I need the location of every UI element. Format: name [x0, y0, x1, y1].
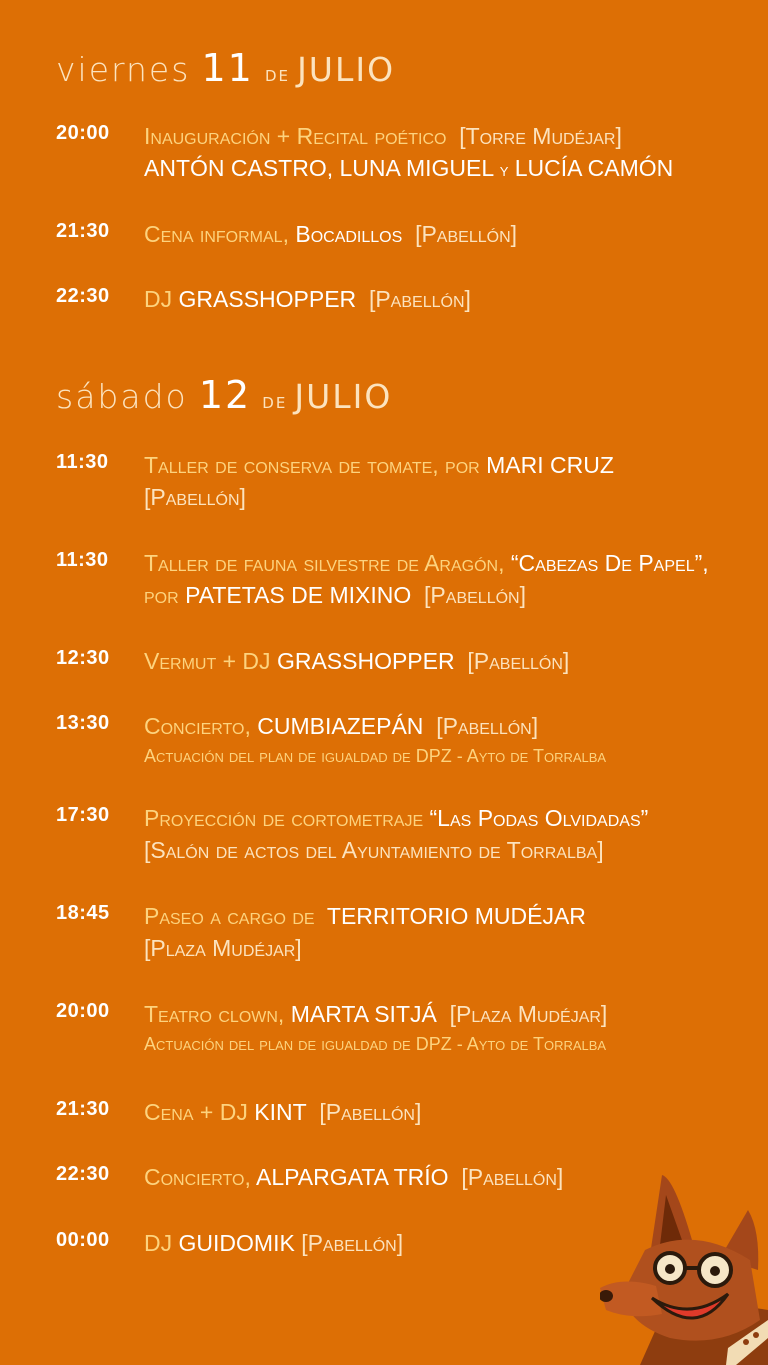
event-venue: [Pabellón]: [461, 1164, 564, 1190]
event-description: [144, 283, 744, 315]
day-name: viernes: [56, 50, 191, 89]
event-time: 22:30: [56, 285, 110, 307]
event-title: Paseo a cargo de: [144, 903, 315, 929]
event-time: 22:30: [56, 1163, 110, 1185]
event-time: 20:00: [56, 1000, 110, 1022]
day-de: de: [264, 62, 290, 87]
event-time: 12:30: [56, 647, 110, 669]
event-note: Actuación del plan de igualdad de DPZ - Ayto de Torralba: [144, 746, 607, 766]
event-venue: [Salón de actos del Ayuntamiento de Torralba]: [144, 837, 604, 863]
event-time: 13:30: [56, 712, 110, 734]
event-time: 11:30: [56, 549, 109, 571]
event-performer: ALPARGATA TRÍO: [256, 1164, 449, 1190]
event-title: DJ: [144, 286, 173, 312]
event-venue: [Plaza Mudéjar]: [449, 1001, 608, 1027]
event-title: DJ: [144, 1230, 173, 1256]
event-venue: [Pabellón]: [144, 484, 246, 510]
event-venue: [Pabellón]: [368, 286, 471, 312]
day-number: 11: [201, 46, 254, 90]
event-venue: [Torre Mudéjar]: [459, 123, 622, 149]
event-venue: [Plaza Mudéjar]: [144, 935, 302, 961]
event-performers: LUCÍA CAMÓN: [514, 155, 674, 181]
event-performer: TERRITORIO MUDÉJAR: [326, 903, 586, 929]
event-time: 21:30: [56, 1098, 110, 1120]
event-title: Concierto,: [144, 1164, 251, 1190]
event-description: [144, 120, 744, 187]
event-time: 00:00: [56, 1229, 110, 1251]
event-venue: [Pabellón]: [301, 1230, 404, 1256]
event-description: [144, 547, 744, 611]
event-title: Concierto,: [144, 713, 251, 739]
day-header-saturday: [56, 373, 392, 417]
day-number: 12: [198, 373, 252, 417]
event-title: Cena informal,: [144, 221, 289, 247]
day-month: JULIO: [297, 50, 396, 89]
day-de: de: [262, 389, 288, 414]
event-performer: KINT: [254, 1099, 307, 1125]
event-title: Vermut + DJ: [144, 648, 271, 674]
event-por: por: [144, 582, 179, 608]
event-description: [144, 900, 744, 964]
event-quote: “Cabezas De Papel”,: [510, 550, 709, 576]
event-description: [144, 998, 744, 1058]
event-venue: [Pabellón]: [424, 582, 526, 608]
day-name: sábado: [56, 377, 188, 416]
event-time: 17:30: [56, 804, 110, 826]
event-quote: “Las Podas Olvidadas”: [429, 805, 649, 831]
event-title: Teatro clown,: [144, 1001, 285, 1027]
event-description: [144, 710, 744, 770]
event-description: [144, 218, 744, 250]
event-performer: MARI CRUZ: [486, 452, 614, 478]
event-title: Taller de conserva de tomate, por: [144, 452, 480, 478]
event-title: Proyección de cortometraje: [144, 805, 424, 831]
event-performer: GUIDOMIK: [178, 1230, 295, 1256]
event-title: Cena + DJ: [144, 1099, 248, 1125]
day-month: JULIO: [294, 377, 393, 416]
event-description: [144, 1096, 744, 1128]
event-performer: CUMBIAZEPÁN: [257, 713, 424, 739]
event-time: 20:00: [56, 122, 110, 144]
event-time: 18:45: [56, 902, 110, 924]
event-description: [144, 802, 754, 866]
event-venue: [Pabellón]: [319, 1099, 422, 1125]
event-title: Inauguración + Recital poético: [144, 123, 447, 149]
event-venue: [Pabellón]: [415, 221, 518, 247]
event-description: [144, 449, 744, 513]
day-header-friday: [56, 46, 395, 90]
event-performer: GRASSHOPPER: [276, 648, 455, 674]
event-time: 21:30: [56, 220, 110, 242]
event-performers: ANTÓN CASTRO, LUNA MIGUEL: [144, 155, 494, 181]
event-title: Taller de fauna silvestre de Aragón,: [144, 550, 505, 576]
event-time: 11:30: [56, 451, 109, 473]
fox-mascot-icon: [600, 1170, 768, 1365]
event-performer: Bocadillos: [295, 221, 403, 247]
event-venue: [Pabellón]: [467, 648, 570, 674]
event-description: [144, 645, 744, 677]
event-performer: PATETAS DE MIXINO: [185, 582, 412, 608]
event-connector: y: [499, 160, 509, 181]
event-performer: MARTA SITJÁ: [290, 1001, 437, 1027]
event-performer: GRASSHOPPER: [178, 286, 357, 312]
event-note: Actuación del plan de igualdad de DPZ - Ayto de Torralba: [144, 1034, 607, 1054]
event-venue: [Pabellón]: [436, 713, 539, 739]
